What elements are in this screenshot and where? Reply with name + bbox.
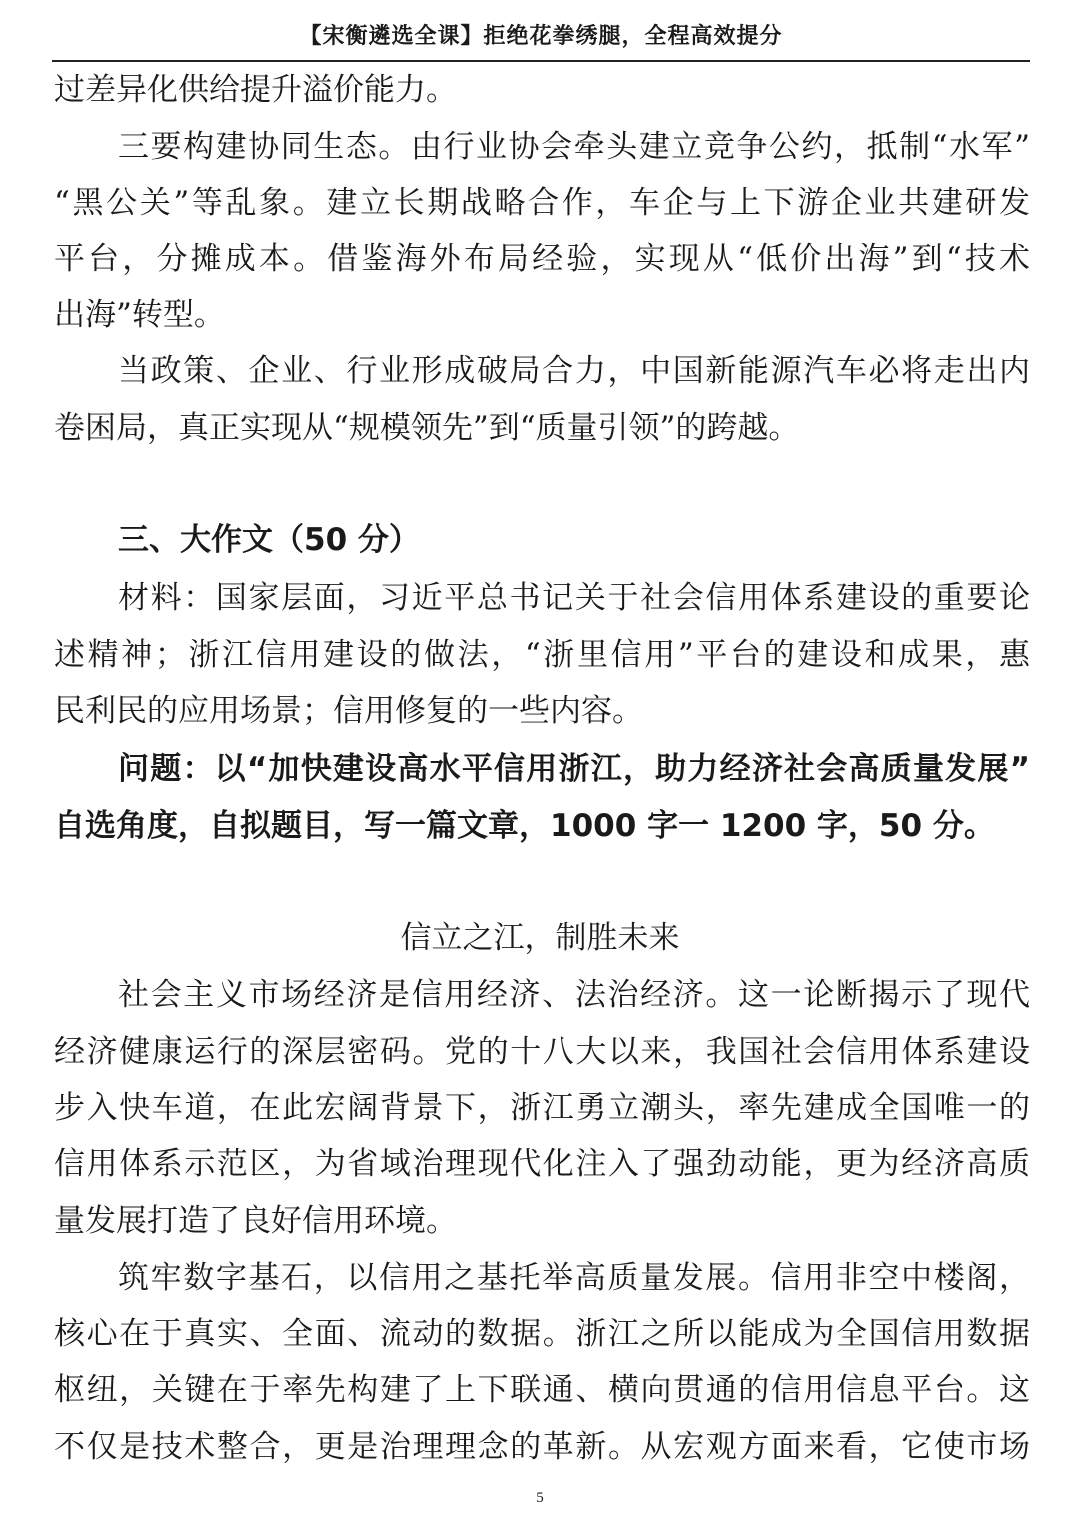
paragraph-line: 材料：国家层面，习近平总书记关于社会信用体系建设的重要论 xyxy=(118,580,1030,616)
page-header: 【宋衡遴选全课】拒绝花拳绣腿，全程高效提分 xyxy=(52,0,1030,62)
paragraph-line: 核心在于真实、全面、流动的数据。浙江之所以能成为全国信用数据 xyxy=(54,1316,1030,1352)
paragraph-line: 民利民的应用场景；信用修复的一些内容。 xyxy=(54,693,643,729)
paragraph-line: 当政策、企业、行业形成破局合力，中国新能源汽车必将走出内 xyxy=(118,353,1030,389)
paragraph-line: 卷困局，真正实现从“规模领先”到“质量引领”的跨越。 xyxy=(54,410,800,446)
paragraph-line: 筑牢数字基石，以信用之基托举高质量发展。信用非空中楼阁， xyxy=(118,1260,1030,1296)
section-heading: 三、大作文（50 分） xyxy=(118,522,420,558)
paragraph-line: 步入快车道，在此宏阔背景下，浙江勇立潮头，率先建成全国唯一的 xyxy=(54,1090,1030,1126)
question-line: 自选角度，自拟题目，写一篇文章，1000 字一 1200 字，50 分。 xyxy=(54,808,995,844)
paragraph-line: 出海”转型。 xyxy=(54,297,225,333)
paragraph-line: 不仅是技术整合，更是治理理念的革新。从宏观方面来看，它使市场 xyxy=(54,1429,1030,1465)
paragraph-line: 过差异化供给提升溢价能力。 xyxy=(54,72,457,108)
question-line: 问题：以“加快建设高水平信用浙江，助力经济社会高质量发展” xyxy=(118,751,1030,787)
page-number: 5 xyxy=(536,1490,544,1506)
essay-title: 信立之江，制胜未来 xyxy=(400,920,680,956)
paragraph-line: 平台，分摊成本。借鉴海外布局经验，实现从“低价出海”到“技术 xyxy=(54,241,1030,277)
paragraph-line: 三要构建协同生态。由行业协会牵头建立竞争公约，抵制“水军” xyxy=(118,129,1030,165)
paragraph-line: 量发展打造了良好信用环境。 xyxy=(54,1203,457,1239)
paragraph-line: 枢纽，关键在于率先构建了上下联通、横向贯通的信用信息平台。这 xyxy=(54,1372,1030,1408)
paragraph-line: 信用体系示范区，为省域治理现代化注入了强劲动能，更为经济高质 xyxy=(54,1146,1030,1182)
paragraph-line: 述精神；浙江信用建设的做法，“浙里信用”平台的建设和成果，惠 xyxy=(54,637,1030,673)
paragraph-line: 经济健康运行的深层密码。党的十八大以来，我国社会信用体系建设 xyxy=(54,1034,1030,1070)
paragraph-line: 社会主义市场经济是信用经济、法治经济。这一论断揭示了现代 xyxy=(118,977,1030,1013)
paragraph-line: “黑公关”等乱象。建立长期战略合作，车企与上下游企业共建研发 xyxy=(54,185,1030,221)
